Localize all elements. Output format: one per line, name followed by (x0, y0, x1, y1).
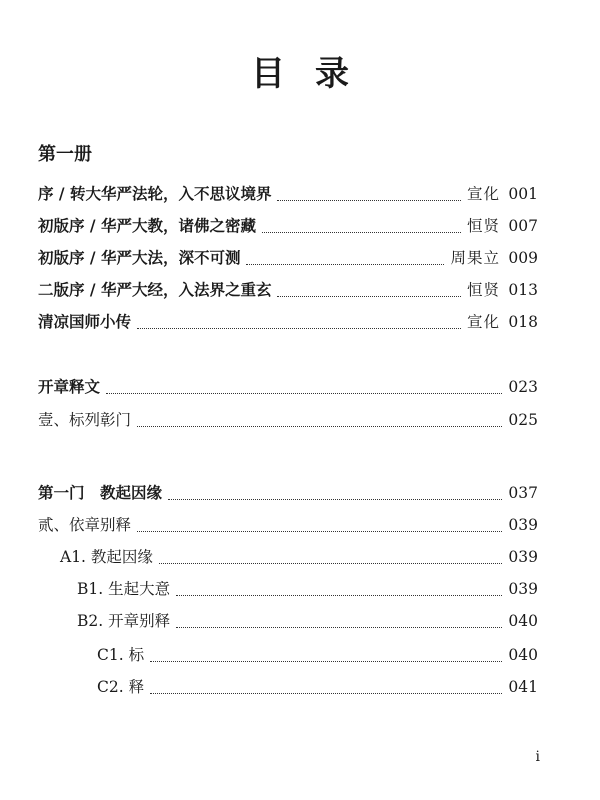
entry-author: 恒贤 (466, 217, 500, 235)
toc-entry[interactable] (38, 375, 538, 399)
leader-dots (137, 328, 461, 329)
leader-dots (106, 393, 502, 394)
entry-page: 040 (508, 646, 538, 664)
toc-entry[interactable] (38, 246, 538, 270)
toc-entry[interactable] (77, 577, 538, 601)
entry-title: 初版序 / 华严大教，诸佛之密藏 (38, 216, 256, 235)
entry-page: 025 (508, 411, 538, 429)
entry-title: 序 / 转大华严法轮，入不思议境界 (38, 184, 272, 203)
entry-title: C1. 标 (97, 646, 145, 664)
leader-dots (137, 531, 502, 532)
toc-entry[interactable] (77, 609, 538, 633)
entry-author: 宣化 (466, 185, 500, 203)
entry-page: 007 (508, 217, 538, 235)
leader-dots (176, 627, 502, 628)
entry-page: 041 (508, 678, 538, 696)
toc-entry[interactable] (38, 481, 538, 505)
leader-dots (277, 296, 461, 297)
leader-dots (168, 499, 502, 500)
leader-dots (277, 200, 461, 201)
toc-entry[interactable] (38, 513, 538, 537)
entry-title: B2. 开章别释 (77, 612, 171, 630)
entry-page: 009 (508, 249, 538, 267)
toc-entry[interactable] (38, 214, 538, 238)
page-title: 目录 (251, 54, 379, 94)
entry-page: 037 (508, 484, 538, 502)
entry-page: 039 (508, 516, 538, 534)
page-number: i (535, 749, 540, 765)
entry-page: 018 (508, 313, 538, 331)
entry-title: C2. 释 (97, 678, 145, 696)
entry-title: 壹、标列彰门 (38, 411, 132, 429)
entry-title: A1. 教起因缘 (60, 548, 153, 566)
entry-author: 周果立 (450, 249, 500, 267)
entry-author: 恒贤 (466, 281, 500, 299)
toc-entry[interactable] (60, 545, 538, 569)
entry-title: 清凉国师小传 (38, 312, 132, 331)
toc-entry[interactable] (38, 408, 538, 432)
toc-entry[interactable] (38, 182, 538, 206)
volume-heading: 第一册 (38, 144, 92, 165)
entry-page: 013 (508, 281, 538, 299)
leader-dots (246, 264, 444, 265)
leader-dots (137, 426, 502, 427)
entry-page: 001 (508, 185, 538, 203)
entry-title: 开章释文 (38, 377, 101, 396)
entry-page: 039 (508, 548, 538, 566)
leader-dots (150, 693, 502, 694)
entry-title: 二版序 / 华严大经，入法界之重玄 (38, 280, 272, 299)
entry-title: 第一门 教起因缘 (38, 483, 163, 502)
entry-page: 040 (508, 612, 538, 630)
entry-author: 宣化 (466, 313, 500, 331)
entry-page: 039 (508, 580, 538, 598)
entry-page: 023 (508, 378, 538, 396)
toc-entry[interactable] (97, 675, 538, 699)
toc-entry[interactable] (38, 310, 538, 334)
leader-dots (262, 232, 461, 233)
leader-dots (150, 661, 502, 662)
leader-dots (176, 595, 502, 596)
entry-title: B1. 生起大意 (77, 580, 171, 598)
entry-title: 初版序 / 华严大法，深不可测 (38, 248, 241, 267)
toc-entry[interactable] (97, 643, 538, 667)
entry-title: 贰、依章别释 (38, 516, 132, 534)
toc-entry[interactable] (38, 278, 538, 302)
leader-dots (159, 563, 502, 564)
